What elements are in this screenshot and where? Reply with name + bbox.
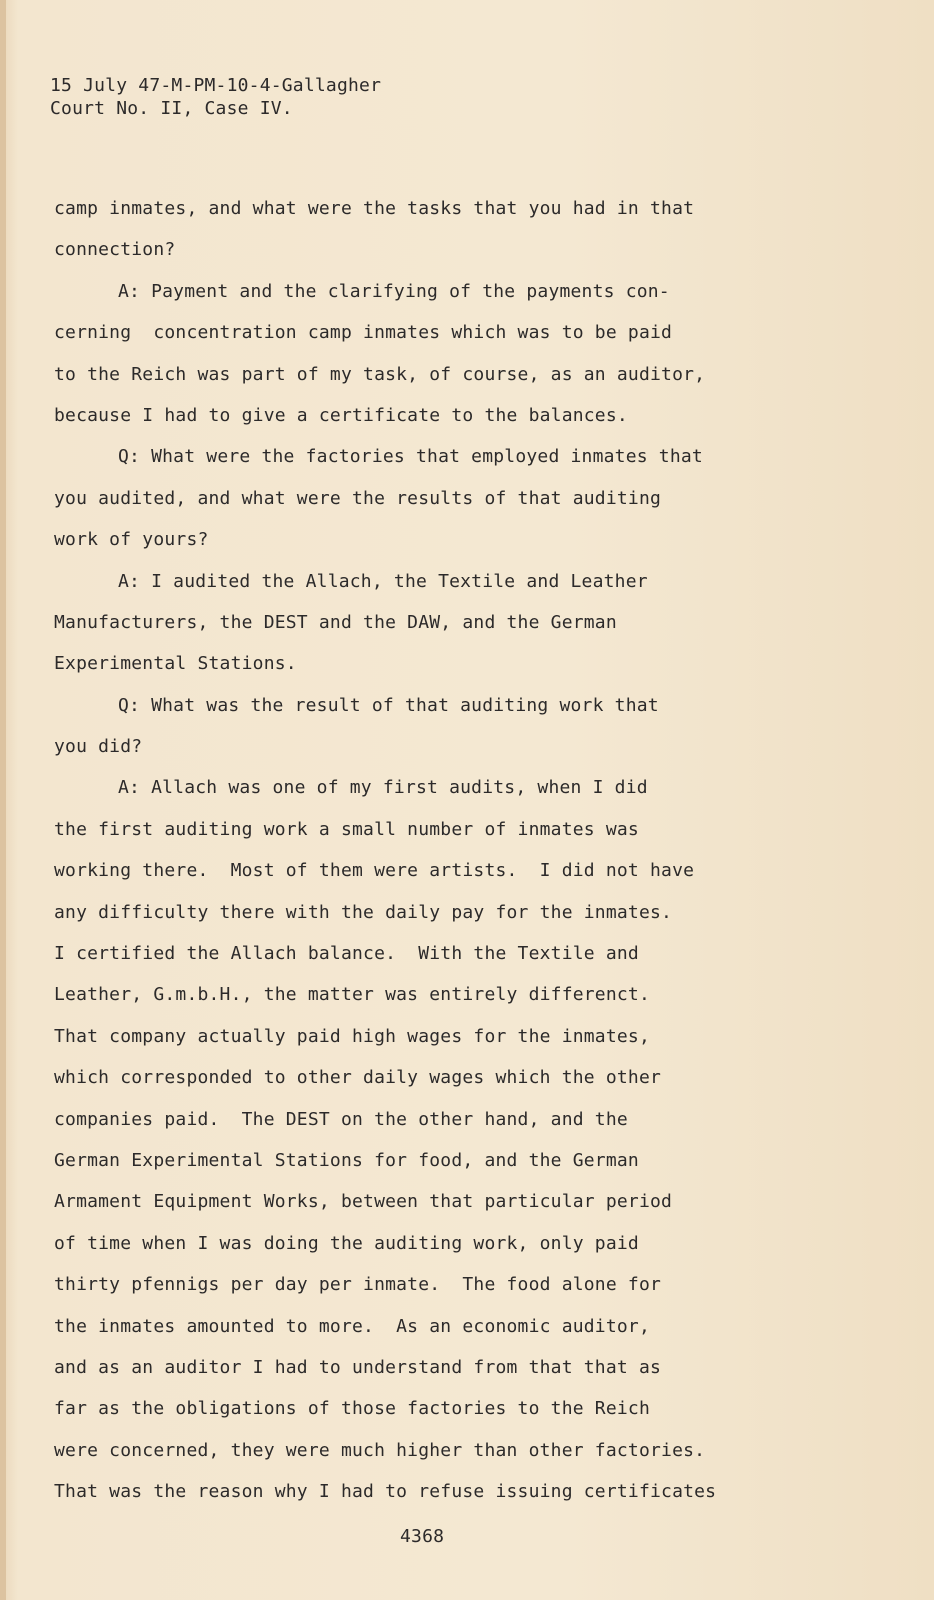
transcript-line: were concerned, they were much higher than other factories. [54, 1439, 706, 1461]
answer-line: A: Payment and the clarifying of the payments con- [118, 280, 670, 302]
transcript-line: Armament Equipment Works, between that particular period [54, 1191, 673, 1213]
question-line: Q: What were the factories that employed inmates that [118, 446, 703, 468]
page-number: 4368 [400, 1526, 445, 1547]
transcript-line: Leather, G.m.b.H., the matter was entirely differenct. [54, 984, 650, 1006]
transcript-line: because I had to give a certificate to the balances. [54, 404, 628, 426]
transcript-line: Experimental Stations. [54, 653, 297, 675]
transcript-line: of time when I was doing the auditing work, only paid [54, 1232, 639, 1254]
transcript-line: thirty pfennigs per day per inmate. The food alone for [54, 1274, 662, 1296]
transcript-line: I certified the Allach balance. With the Textile and [54, 943, 639, 965]
transcript-line: connection? [54, 239, 176, 261]
header-court-case: Court No. II, Case IV. [50, 98, 293, 119]
transcript-line: work of yours? [54, 529, 209, 551]
transcript-line: companies paid. The DEST on the other hand, and the [54, 1108, 628, 1130]
answer-line: A: Allach was one of my first audits, when I did [118, 777, 648, 799]
transcript-line: Manufacturers, the DEST and the DAW, and the German [54, 611, 617, 633]
transcript-line: cerning concentration camp inmates which was to be paid [54, 322, 673, 344]
transcript-line: you did? [54, 736, 143, 758]
transcript-line: and as an auditor I had to understand from that that as [54, 1356, 662, 1378]
transcript-line: camp inmates, and what were the tasks that you had in that [54, 198, 695, 219]
transcript-line: any difficulty there with the daily pay for the inmates. [54, 901, 673, 923]
transcript-line: which corresponded to other daily wages which the other [54, 1067, 662, 1089]
transcript-line: German Experimental Stations for food, and the German [54, 1149, 639, 1171]
transcript-line: That was the reason why I had to refuse issuing certificates [54, 1481, 717, 1503]
transcript-line: working there. Most of them were artists. I did not have [54, 860, 695, 882]
transcript-line: the inmates amounted to more. As an economic auditor, [54, 1315, 650, 1337]
header-date-reporter: 15 July 47-M-PM-10-4-Gallagher [50, 75, 382, 96]
transcript-line: the first auditing work a small number of inmates was [54, 818, 639, 840]
transcript-line: you audited, and what were the results of that auditing [54, 487, 662, 509]
paper-edge [0, 0, 6, 1600]
document-header [50, 74, 381, 120]
transcript-line: to the Reich was part of my task, of course, as an auditor, [54, 363, 706, 385]
transcript-line: That company actually paid high wages for the inmates, [54, 1025, 650, 1047]
question-line: Q: What was the result of that auditing work that [118, 694, 659, 716]
transcript-line: far as the obligations of those factories to the Reich [54, 1398, 650, 1420]
answer-line: A: I audited the Allach, the Textile and Leather [118, 570, 648, 592]
transcript-body [54, 188, 874, 1513]
